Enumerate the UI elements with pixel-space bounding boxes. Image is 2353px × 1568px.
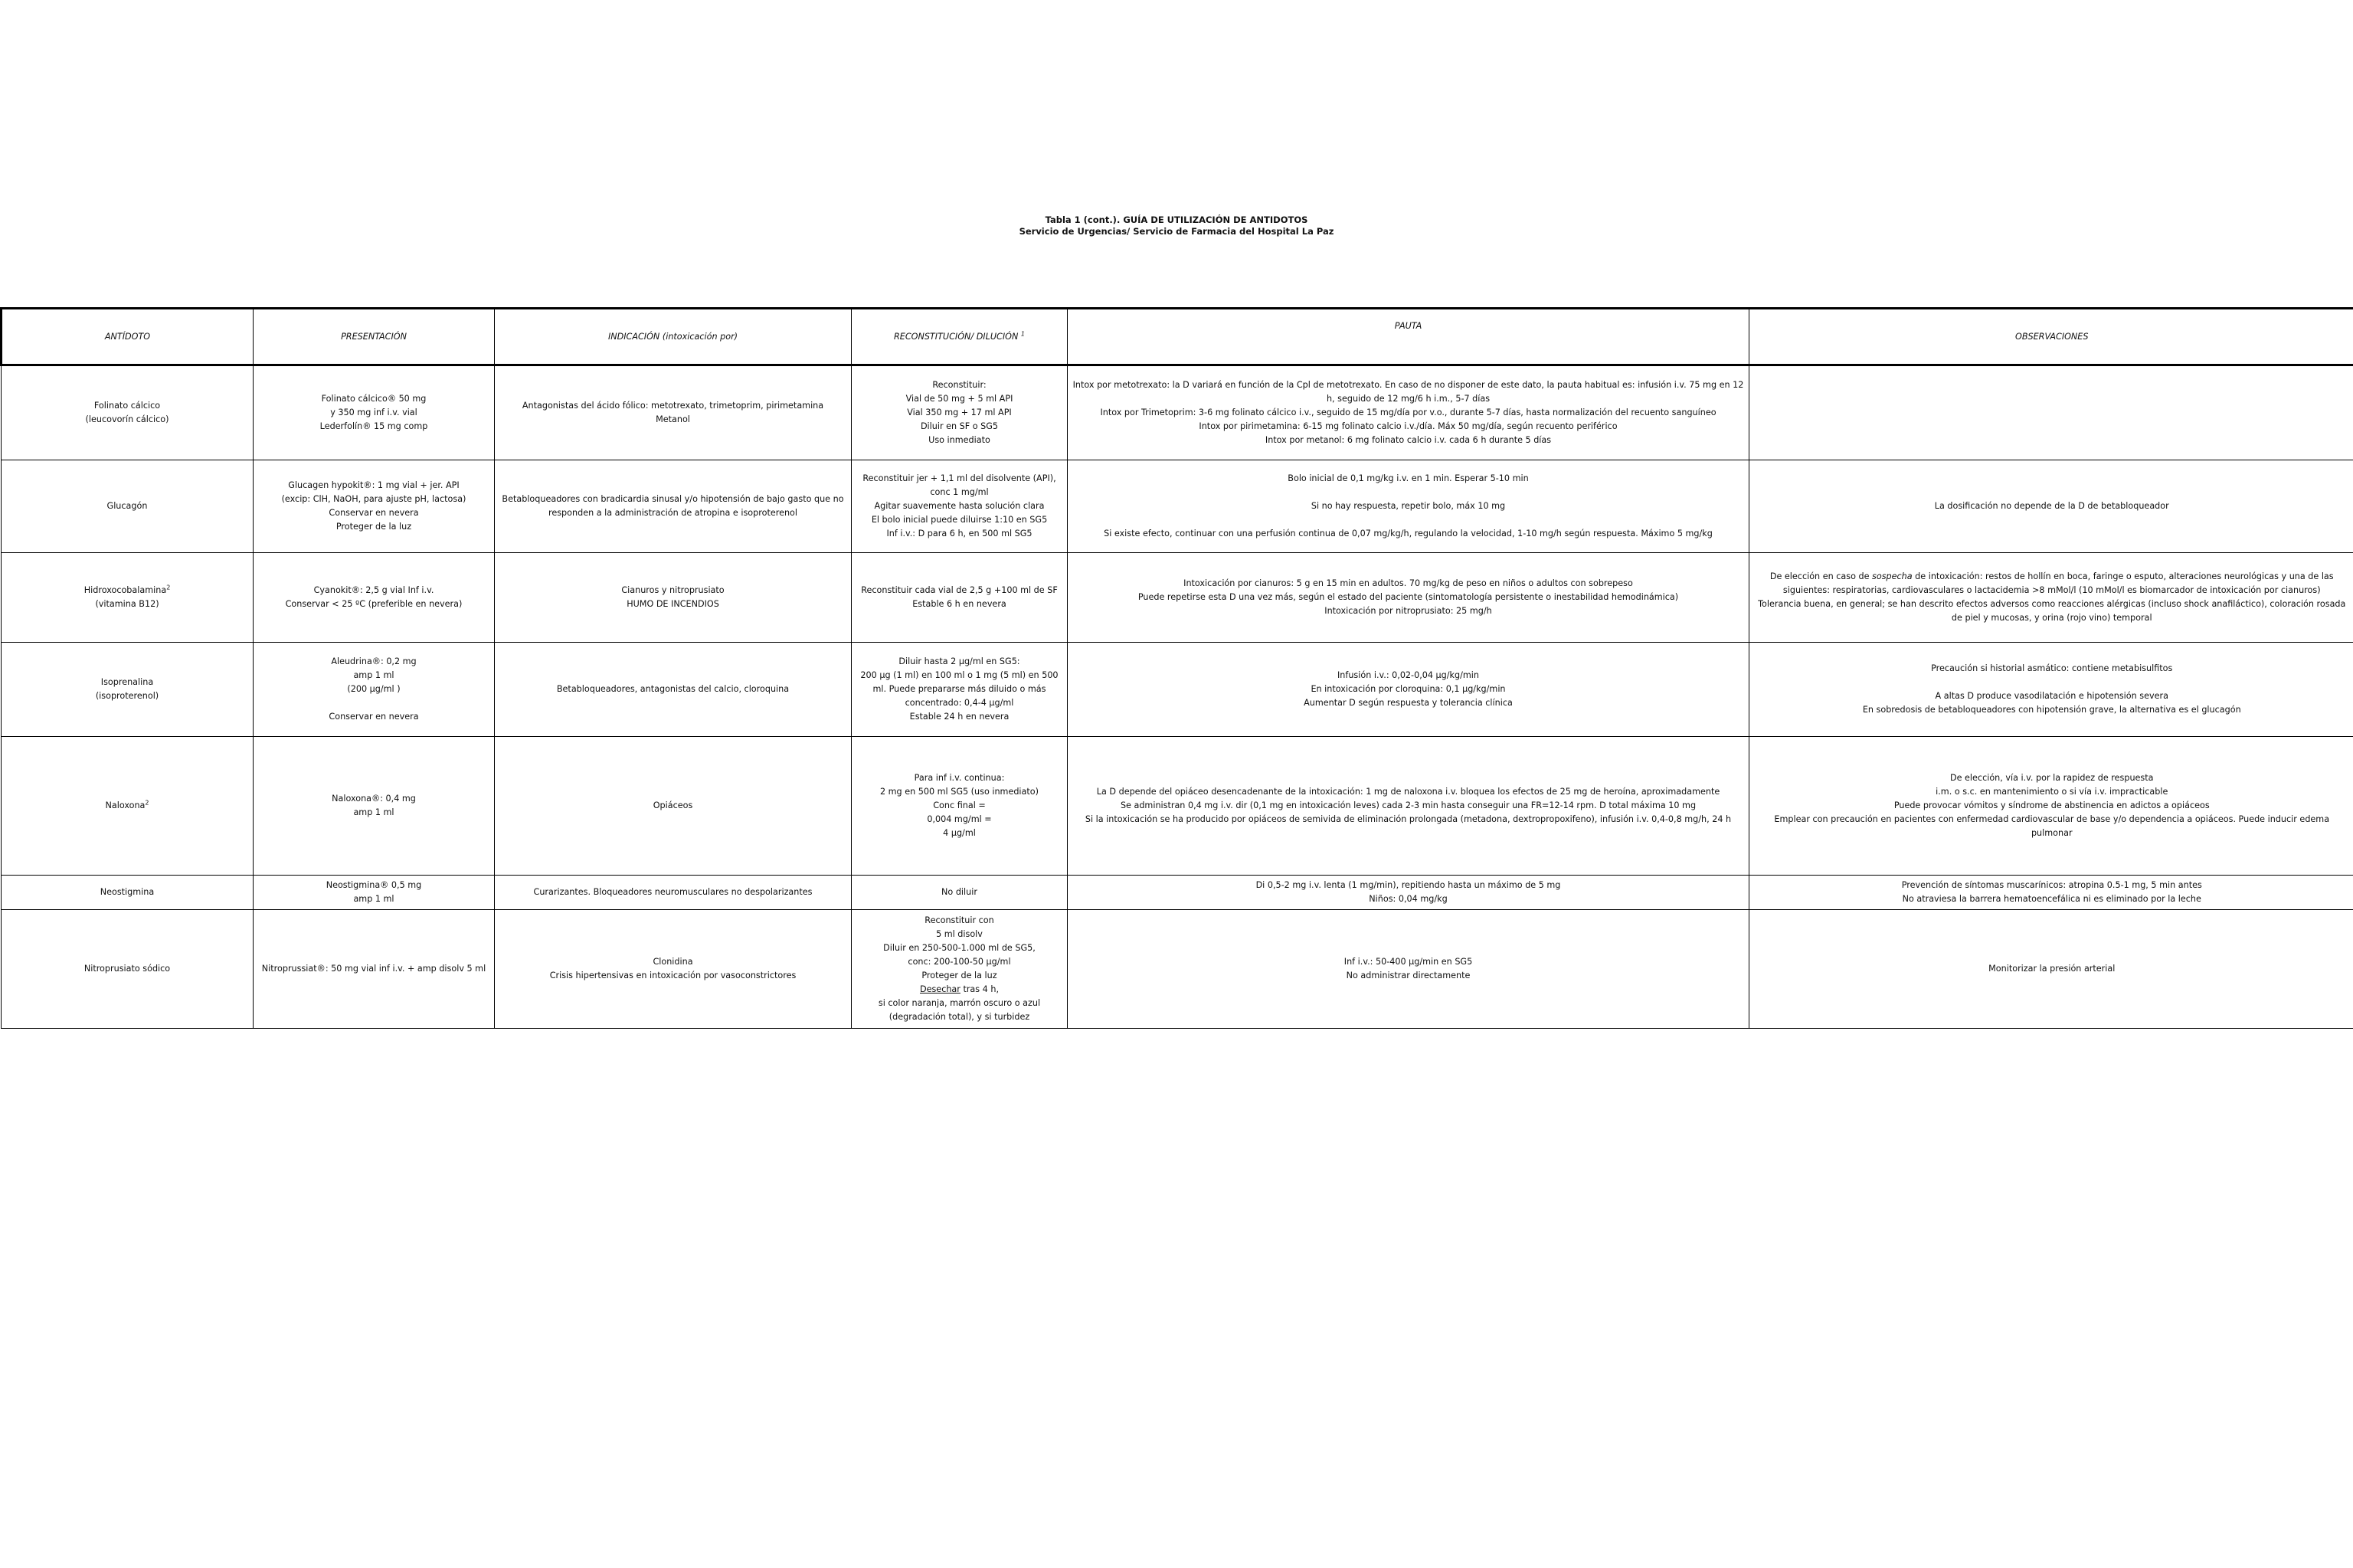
cell-reconstitucion bbox=[852, 365, 1068, 460]
cell-antidoto bbox=[2, 460, 254, 553]
cell-line: y 350 mg inf i.v. vial bbox=[330, 408, 417, 417]
cell-line: Proteger de la luz bbox=[335, 522, 412, 532]
table-header-row bbox=[2, 309, 2353, 365]
cell-line: Betabloqueadores, antagonistas del calcio, cloroquina bbox=[556, 684, 790, 694]
cell-line: Reconstituir cada vial de 2,5 g +100 ml de SF bbox=[861, 585, 1058, 595]
cell-line: Glucagen hypokit®: 1 mg vial + jer. API bbox=[288, 480, 460, 490]
cell-line: Antagonistas del ácido fólico: metotrexato, trimetoprim, pirimetamina bbox=[522, 401, 824, 411]
cell-line: En sobredosis de betabloqueadores con hipotensión grave, la alternativa es el glucagón bbox=[1862, 705, 2241, 715]
cell-antidoto bbox=[2, 643, 254, 737]
cell-line: Conc final = bbox=[933, 800, 986, 810]
cell-presentacion bbox=[254, 460, 495, 553]
cell-line: Proteger de la luz bbox=[921, 971, 997, 980]
cell-line: Reconstituir: bbox=[932, 380, 987, 390]
cell-line: Conservar en nevera bbox=[329, 508, 419, 518]
cell-pauta bbox=[1068, 460, 1749, 553]
cell-reconstitucion bbox=[852, 553, 1068, 643]
cell-line: Intox por pirimetamina: 6-15 mg folinato calcio i.v./día. Máx 50 mg/día, según recuento periférico bbox=[1199, 421, 1618, 431]
cell-line: De elección, vía i.v. por la rapidez de respuesta bbox=[1949, 773, 2154, 783]
cell-line bbox=[6, 584, 248, 597]
cell-spacer bbox=[1754, 676, 2350, 689]
cell-line: Si la intoxicación se ha producido por opiáceos de semivida de eliminación prolongada (metadona, dextropropoxifeno), infusión i.v. 0,4-0,8 mg/h, 24 h bbox=[1085, 814, 1732, 824]
cell-pauta bbox=[1068, 643, 1749, 737]
cell-antidoto bbox=[2, 910, 254, 1029]
cell-line: 5 ml disolv bbox=[936, 929, 983, 939]
table-row bbox=[2, 910, 2353, 1029]
cell-presentacion bbox=[254, 876, 495, 910]
cell-indicacion bbox=[495, 737, 852, 876]
header-antidoto: ANTÍDOTO bbox=[2, 309, 254, 365]
cell-line: La dosificación no depende de la D de betabloqueador bbox=[1934, 501, 2169, 511]
cell-pauta bbox=[1068, 553, 1749, 643]
cell-line: No diluir bbox=[941, 887, 977, 897]
cell-line: Folinato cálcico® 50 mg bbox=[321, 394, 427, 404]
cell-line: (leucovorín cálcico) bbox=[85, 414, 169, 424]
cell-line: No administrar directamente bbox=[1346, 971, 1471, 980]
cell-text: Hidroxocobalamina bbox=[83, 585, 167, 595]
cell-line bbox=[1754, 570, 2350, 597]
cell-line: Betabloqueadores con bradicardia sinusal y/o hipotensión de bajo gasto que no responden a la administración de atropina e isoproterenol bbox=[502, 494, 844, 518]
footnote-mark: 2 bbox=[145, 799, 149, 807]
table-row bbox=[2, 737, 2353, 876]
cell-line: Diluir hasta 2 µg/ml en SG5: bbox=[898, 656, 1020, 666]
cell-line: amp 1 ml bbox=[353, 670, 394, 680]
cell-line: Intoxicación por cianuros: 5 g en 15 min en adultos. 70 mg/kg de peso en niños o adultos con sobrepeso bbox=[1183, 578, 1633, 588]
cell-line: HUMO DE INCENDIOS bbox=[627, 599, 719, 609]
header-reconstitucion-footnote: 1 bbox=[1020, 329, 1025, 337]
cell-line: Niños: 0,04 mg/kg bbox=[1369, 894, 1448, 904]
cell-spacer bbox=[1072, 486, 1744, 499]
table-title-line-1: Tabla 1 (cont.). GUÍA DE UTILIZACIÓN DE ANTIDOTOS bbox=[1045, 214, 1308, 225]
cell-line: Uso inmediato bbox=[928, 435, 990, 445]
cell-reconstitucion bbox=[852, 876, 1068, 910]
cell-antidoto bbox=[2, 553, 254, 643]
cell-line: amp 1 ml bbox=[353, 807, 394, 817]
cell-line: Vial 350 mg + 17 ml API bbox=[907, 408, 1012, 417]
header-reconstitucion-label: RECONSTITUCIÓN/ DILUCIÓN bbox=[894, 331, 1019, 342]
cell-line: Intox por metanol: 6 mg folinato calcio i.v. cada 6 h durante 5 días bbox=[1265, 435, 1552, 445]
cell-text-emphasis: sospecha bbox=[1872, 571, 1913, 581]
cell-line: Metanol bbox=[656, 414, 690, 424]
cell-line: i.m. o s.c. en mantenimiento o si vía i.v. impracticable bbox=[1936, 787, 2168, 797]
cell-line: Infusión i.v.: 0,02-0,04 µg/kg/min bbox=[1337, 670, 1479, 680]
cell-line: Curarizantes. Bloqueadores neuromusculares no despolarizantes bbox=[533, 887, 813, 897]
cell-line: Intoxicación por nitroprusiato: 25 mg/h bbox=[1324, 606, 1492, 616]
cell-line: Vial de 50 mg + 5 ml API bbox=[905, 394, 1013, 404]
cell-line: (excip: ClH, NaOH, para ajuste pH, lactosa) bbox=[281, 494, 466, 504]
cell-line: No atraviesa la barrera hematoencefálica ni es eliminado por la leche bbox=[1902, 894, 2201, 904]
cell-line: Conservar en nevera bbox=[329, 712, 419, 722]
cell-line: Emplear con precaución en pacientes con enfermedad cardiovascular de base y/o dependencia a opiáceos. Puede inducir edema pulmonar bbox=[1774, 814, 2330, 838]
cell-line: Monitorizar la presión arterial bbox=[1988, 964, 2116, 974]
cell-line: 200 µg (1 ml) en 100 ml o 1 mg (5 ml) en 500 ml. Puede prepararse más diluido o más concentrado: 0,4-4 µg/ml bbox=[860, 670, 1059, 708]
cell-line: Prevención de síntomas muscarínicos: atropina 0.5-1 mg, 5 min antes bbox=[1901, 880, 2202, 890]
cell-indicacion bbox=[495, 910, 852, 1029]
cell-antidoto bbox=[2, 737, 254, 876]
cell-antidoto bbox=[2, 876, 254, 910]
cell-line: Lederfolín® 15 mg comp bbox=[319, 421, 428, 431]
cell-line: Neostigmina® 0,5 mg bbox=[326, 880, 422, 890]
cell-line: Opiáceos bbox=[653, 800, 693, 810]
cell-line bbox=[856, 983, 1062, 997]
cell-reconstitucion bbox=[852, 643, 1068, 737]
cell-line: Isoprenalina bbox=[100, 677, 154, 687]
cell-line: Nitroprusiato sódico bbox=[83, 964, 171, 974]
cell-line: Reconstituir jer + 1,1 ml del disolvente (API), conc 1 mg/ml bbox=[862, 473, 1056, 497]
table-row bbox=[2, 460, 2353, 553]
cell-line: Estable 24 h en nevera bbox=[909, 712, 1010, 722]
cell-text: De elección en caso de bbox=[1769, 571, 1873, 581]
cell-line: Tolerancia buena, en general; se han descrito efectos adversos como reacciones alérgicas (incluso shock anafiláctico), coloración rosada de piel y mucosas, y orina (rojo vino) temporal bbox=[1758, 599, 2346, 623]
cell-text: Naloxona bbox=[105, 800, 146, 810]
cell-line: Diluir en SF o SG5 bbox=[920, 421, 999, 431]
cell-line: A altas D produce vasodilatación e hipotensión severa bbox=[1935, 691, 2168, 701]
cell-observaciones bbox=[1749, 643, 2353, 737]
cell-line: (200 µg/ml ) bbox=[347, 684, 401, 694]
cell-reconstitucion bbox=[852, 460, 1068, 553]
header-indicacion: INDICACIÓN (intoxicación por) bbox=[495, 309, 852, 365]
cell-line: Di 0,5-2 mg i.v. lenta (1 mg/min), repitiendo hasta un máximo de 5 mg bbox=[1255, 880, 1561, 890]
cell-line: Diluir en 250-500-1.000 ml de SG5, bbox=[883, 943, 1036, 953]
cell-spacer bbox=[1072, 513, 1744, 527]
cell-line: 2 mg en 500 ml SG5 (uso inmediato) bbox=[879, 787, 1039, 797]
cell-line: Si existe efecto, continuar con una perfusión continua de 0,07 mg/kg/h, regulando la velocidad, 1-10 mg/h según respuesta. Máximo 5 mg/kg bbox=[1104, 529, 1713, 538]
cell-line: Crisis hipertensivas en intoxicación por vasoconstrictores bbox=[549, 971, 797, 980]
cell-line: Si no hay respuesta, repetir bolo, máx 10 mg bbox=[1311, 501, 1506, 511]
cell-indicacion bbox=[495, 460, 852, 553]
cell-line: Intox por metotrexato: la D variará en función de la Cpl de metotrexato. En caso de no disponer de este dato, la pauta habitual es: infusión i.v. 75 mg en 12 h, seguido de 12 mg/6 h i.m., 5-7 días bbox=[1072, 380, 1744, 404]
footnote-mark: 2 bbox=[166, 584, 171, 591]
cell-pauta bbox=[1068, 910, 1749, 1029]
table-row bbox=[2, 876, 2353, 910]
cell-line: Puede provocar vómitos y síndrome de abstinencia en adictos a opiáceos bbox=[1893, 800, 2210, 810]
cell-observaciones bbox=[1749, 737, 2353, 876]
table-row bbox=[2, 643, 2353, 737]
cell-reconstitucion bbox=[852, 910, 1068, 1029]
cell-line: Se administran 0,4 mg i.v. dir (0,1 mg en intoxicación leves) cada 2-3 min hasta conseguir una FR=12-14 rpm. D total máxima 10 mg bbox=[1120, 800, 1697, 810]
cell-line bbox=[6, 799, 248, 813]
cell-line: Puede repetirse esta D una vez más, según el estado del paciente (sintomatología persistente o inestabilidad hemodinámica) bbox=[1137, 592, 1679, 602]
header-presentacion: PRESENTACIÓN bbox=[254, 309, 495, 365]
cell-text: de intoxicación: restos de hollín en boca, faringe o esputo, alteraciones neurológicas y una de las siguientes: respiratorias, cardiovasculares o lactacidemia >8 mMol/l (10 mMol/l es biomarcador de intoxicación por cianuros) bbox=[1782, 571, 2334, 595]
cell-text-underlined: Desechar bbox=[919, 984, 961, 994]
cell-line: Naloxona®: 0,4 mg bbox=[332, 794, 416, 804]
cell-line: En intoxicación por cloroquina: 0,1 µg/kg/min bbox=[1311, 684, 1506, 694]
cell-line: (vitamina B12) bbox=[95, 599, 159, 609]
cell-observaciones bbox=[1749, 876, 2353, 910]
cell-reconstitucion bbox=[852, 737, 1068, 876]
cell-indicacion bbox=[495, 876, 852, 910]
header-observaciones: OBSERVACIONES bbox=[1749, 309, 2353, 365]
cell-line: si color naranja, marrón oscuro o azul (degradación total), y si turbidez bbox=[878, 998, 1041, 1022]
cell-line: La D depende del opiáceo desencadenante de la intoxicación: 1 mg de naloxona i.v. bloquea los efectos de 25 mg de heroína, aproximadamente bbox=[1096, 787, 1720, 797]
cell-line: Bolo inicial de 0,1 mg/kg i.v. en 1 min. Esperar 5-10 min bbox=[1288, 473, 1529, 483]
cell-line: Glucagón bbox=[106, 501, 148, 511]
cell-line: Agitar suavemente hasta solución clara bbox=[874, 501, 1045, 511]
cell-pauta bbox=[1068, 737, 1749, 876]
cell-line: Para inf i.v. continua: bbox=[914, 773, 1005, 783]
cell-presentacion bbox=[254, 553, 495, 643]
cell-observaciones bbox=[1749, 553, 2353, 643]
cell-line: Aleudrina®: 0,2 mg bbox=[331, 656, 417, 666]
cell-line: El bolo inicial puede diluirse 1:10 en SG5 bbox=[871, 515, 1048, 525]
cell-line: Reconstituir con bbox=[925, 915, 994, 925]
cell-pauta bbox=[1068, 876, 1749, 910]
cell-presentacion bbox=[254, 910, 495, 1029]
cell-presentacion bbox=[254, 643, 495, 737]
header-reconstitucion bbox=[852, 309, 1068, 365]
cell-line: Neostigmina bbox=[100, 887, 155, 897]
cell-line: Aumentar D según respuesta y tolerancia clínica bbox=[1304, 698, 1513, 708]
cell-line: Precaución si historial asmático: contiene metabisulfitos bbox=[1931, 663, 2173, 673]
cell-observaciones bbox=[1749, 460, 2353, 553]
cell-line: Inf i.v.: 50-400 µg/min en SG5 bbox=[1343, 957, 1473, 967]
cell-line: Clonidina bbox=[653, 957, 693, 967]
table-row bbox=[2, 553, 2353, 643]
cell-indicacion bbox=[495, 365, 852, 460]
cell-line: Inf i.v.: D para 6 h, en 500 ml SG5 bbox=[886, 529, 1033, 538]
cell-line: Cyanokit®: 2,5 g vial Inf i.v. bbox=[313, 585, 434, 595]
cell-line: conc: 200-100-50 µg/ml bbox=[908, 957, 1011, 967]
cell-line: Intox por Trimetoprim: 3-6 mg folinato cálcico i.v., seguido de 15 mg/día por v.o., durante 5-7 días, hasta normalización del recuento sanguíneo bbox=[1100, 408, 1716, 417]
cell-line: Nitroprussiat®: 50 mg vial inf i.v. + amp disolv 5 ml bbox=[261, 964, 486, 974]
cell-line: (isoproterenol) bbox=[95, 691, 159, 701]
cell-line: Conservar < 25 ºC (preferible en nevera) bbox=[285, 599, 463, 609]
cell-indicacion bbox=[495, 553, 852, 643]
table-row bbox=[2, 365, 2353, 460]
table-title bbox=[0, 214, 2353, 237]
cell-line: Folinato cálcico bbox=[93, 401, 161, 411]
cell-line: Cianuros y nitroprusiato bbox=[621, 585, 725, 595]
cell-pauta bbox=[1068, 365, 1749, 460]
cell-text: tras 4 h, bbox=[960, 984, 999, 994]
cell-observaciones bbox=[1749, 910, 2353, 1029]
cell-antidoto bbox=[2, 365, 254, 460]
table-title-line-2: Servicio de Urgencias/ Servicio de Farmacia del Hospital La Paz bbox=[1019, 226, 1334, 237]
cell-presentacion bbox=[254, 737, 495, 876]
cell-line: 0,004 mg/ml = bbox=[927, 814, 992, 824]
cell-observaciones bbox=[1749, 365, 2353, 460]
cell-indicacion bbox=[495, 643, 852, 737]
cell-presentacion bbox=[254, 365, 495, 460]
antidote-table bbox=[0, 307, 2353, 1029]
cell-line: 4 µg/ml bbox=[943, 828, 976, 838]
cell-line: Estable 6 h en nevera bbox=[912, 599, 1006, 609]
header-pauta: PAUTA bbox=[1068, 309, 1749, 365]
cell-spacer bbox=[258, 696, 489, 710]
cell-line: amp 1 ml bbox=[353, 894, 394, 904]
